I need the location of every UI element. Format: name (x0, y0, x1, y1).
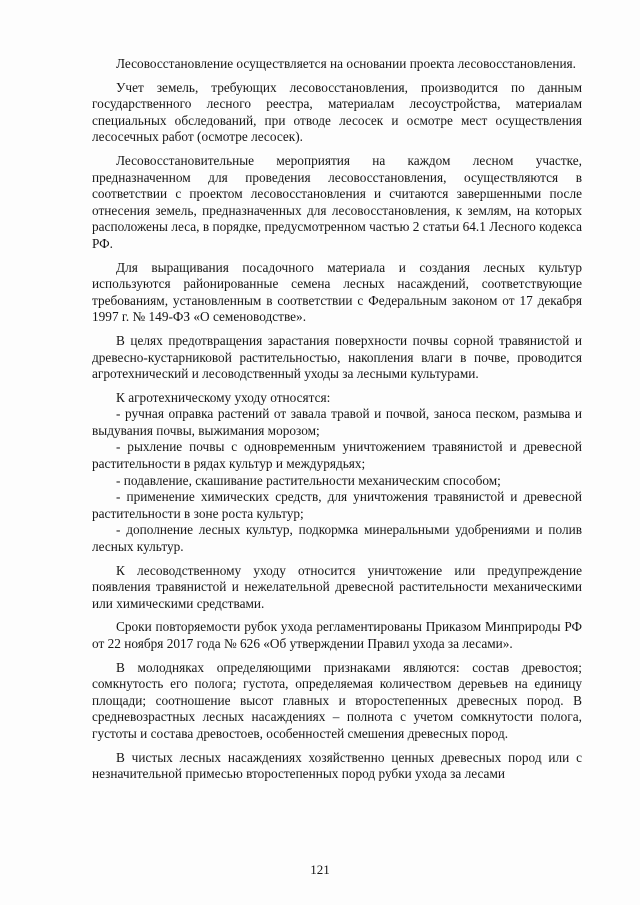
list-item: - рыхление почвы с одновременным уничтожением травянистой и древесной растительности в рядах культур и междурядьях; (92, 439, 582, 472)
list-item: - применение химических средств, для уничтожения травянистой и древесной растительности в зоне роста культур; (92, 489, 582, 521)
list-item: - подавление, скашивание растительности механическим способом; (116, 472, 501, 488)
paragraph: В молодняках определяющими признаками являются: состав древостоя; сомкнутость его полога; густота, определяемая количеством деревьев на единицу площади; соотношение высот главных и второстепенных древесных пород. В средневозрастных лесных насаждениях – полнота с учетом сомкнутости полога, густоты и состава древостоев, особенностей смешения древесных пород. (92, 659, 582, 741)
paragraph: Для выращивания посадочного материала и создания лесных культур используются районированные семена лесных насаждений, соответствующие требованиям, установленным в соответствии с Федеральным законом от 17 декабря 1997 г. № 149-ФЗ «О семеноводстве». (92, 259, 582, 325)
paragraph: Лесовосстановительные мероприятия на каждом лесном участке, предназначенном для проведения лесовосстановления, осуществляются в соответствии с проектом лесовосстановления и считаются завершенными после отнесения земель, предназначенных для лесовосстановления, к землям, на которых расположены леса, в порядке, предусмотренном частью 2 статьи 64.1 Лесного кодекса РФ. (92, 152, 582, 251)
page-number: 121 (310, 862, 330, 877)
list-item: - ручная оправка растений от завала травой и почвой, заноса песком, размыва и выдувания почвы, выжимания морозом; (92, 406, 582, 438)
paragraph: Лесовосстановление осуществляется на основании проекта лесовосстановления. (116, 56, 576, 71)
paragraph: В чистых лесных насаждениях хозяйственно ценных древесных пород или с незначительной примесью второстепенных пород рубки ухода за лесами (92, 749, 582, 782)
paragraph: Сроки повторяемости рубок ухода регламентированы Приказом Минприроды РФ от 22 ноября 2017 года № 626 «Об утверждении Правил ухода за лесами». (92, 619, 582, 651)
paragraph: К агротехническому уходу относятся: (116, 389, 331, 405)
paragraph: К лесоводственному уходу относится уничтожение или предупреждение появления травянистой и нежелательной древесной растительности механическими или химическими средствами. (92, 562, 582, 611)
paragraph: Учет земель, требующих лесовосстановления, производится по данным государственного лесного реестра, материалам лесоустройства, материалам специальных обследований, при отводе лесосек и осмотре мест осуществления лесосечных работ (осмотре лесосек). (92, 79, 582, 145)
list-item: - дополнение лесных культур, подкормка минеральными удобрениями и полив лесных культур. (92, 522, 582, 555)
paragraph: В целях предотвращения зарастания поверхности почвы сорной травянистой и древесно-кустарниковой растительностью, накопления влаги в почве, проводится агротехнический и лесоводственный уходы за лесными культурами. (92, 332, 582, 382)
body-text (92, 56, 582, 783)
